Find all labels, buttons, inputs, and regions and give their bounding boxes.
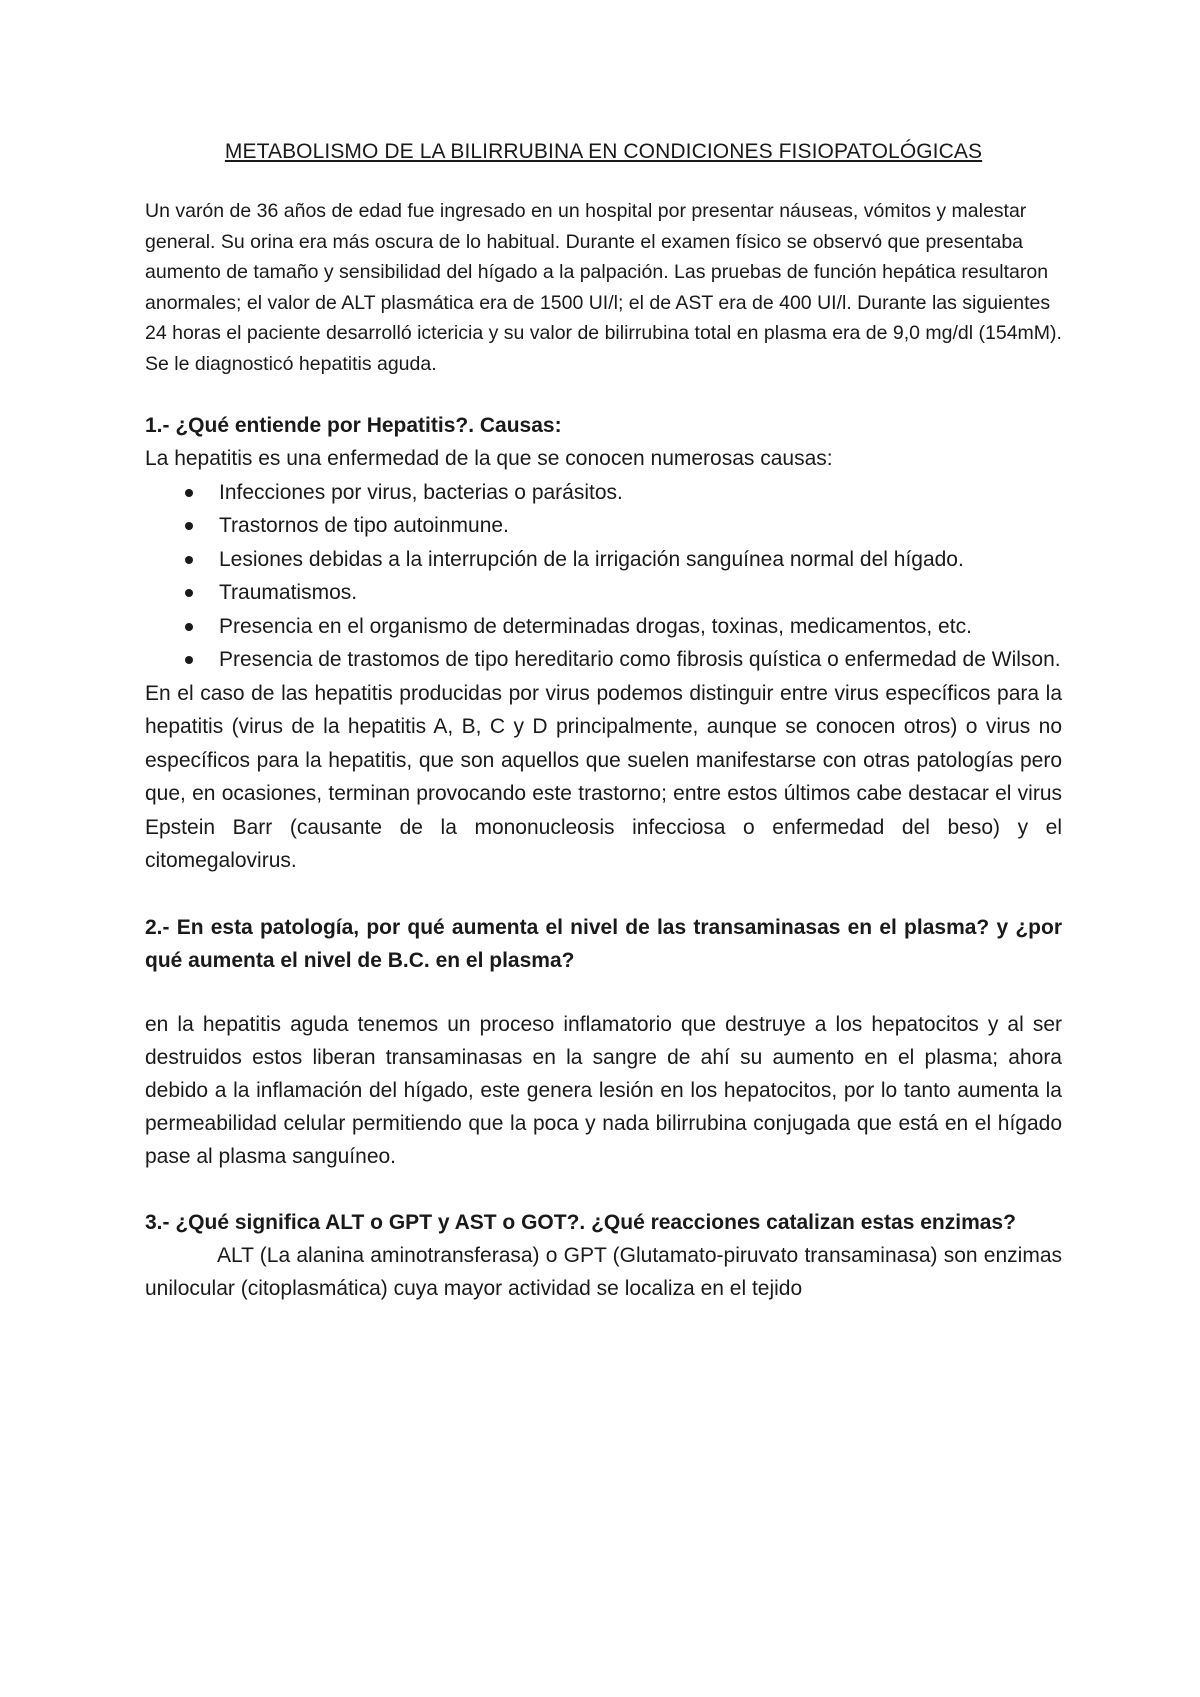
- case-intro-paragraph: Un varón de 36 años de edad fue ingresado en un hospital por presentar náuseas, vómitos y malestar general. Su orina era más oscura de lo habitual. Durante el examen físico se observó que presentaba aumento de tamaño y sensibilidad del hígado a la palpación. Las pruebas de función hepática resultaron anormales; el valor de ALT plasmática era de 1500 UI/l; el de AST era de 400 UI/l. Durante las siguientes 24 horas el paciente desarrolló ictericia y su valor de bilirrubina total en plasma era de 9,0 mg/dl (154mM). Se le diagnosticó hepatitis aguda.: [145, 200, 1062, 375]
- list-item: [219, 610, 1062, 644]
- list-item: [219, 509, 1062, 543]
- cause-text: Lesiones debidas a la interrupción de la irrigación sanguínea normal del hígado.: [219, 547, 964, 571]
- document-page: [145, 140, 1062, 1306]
- list-item: [219, 643, 1062, 677]
- question-1-closing: En el caso de las hepatitis producidas por virus podemos distinguir entre virus específicos para la hepatitis (virus de la hepatitis A, B, C y D principalmente, aunque se conocen otros) o virus no específicos para la hepatitis, que son aquellos que suelen manifestarse con otras patologías pero que, en ocasiones, terminan provocando este trastorno; entre estos últimos cabe destacar el virus Epstein Barr (causante de la mononucleosis infecciosa o enfermedad del beso) y el citomegalovirus.: [145, 681, 1062, 872]
- section-spacer: [145, 878, 1062, 911]
- question-2-heading: 2.- En esta patología, por qué aumenta el nivel de las transaminasas en el plasma? y ¿por qué aumenta el nivel de B.C. en el plasma?: [145, 915, 1062, 972]
- cause-text: Infecciones por virus, bacterias o parásitos.: [219, 480, 623, 504]
- question-1-lead: La hepatitis es una enfermedad de la que se conocen numerosas causas:: [145, 447, 833, 470]
- bullet-icon: [185, 589, 193, 597]
- question-3-answer: ALT (La alanina aminotransferasa) o GPT (Glutamato-piruvato transaminasa) son enzimas unilocular (citoplasmática) cuya mayor actividad se localiza en el tejido: [145, 1243, 1062, 1300]
- bullet-icon: [185, 489, 193, 497]
- cause-text: Presencia en el organismo de determinadas drogas, toxinas, medicamentos, etc.: [219, 614, 972, 638]
- bullet-icon: [185, 623, 193, 631]
- document-title: METABOLISMO DE LA BILIRRUBINA EN CONDICIONES FISIOPATOLÓGICAS: [224, 140, 983, 163]
- list-item: [219, 543, 1062, 577]
- bullet-icon: [185, 556, 193, 564]
- list-item: [219, 576, 1062, 610]
- question-3-heading: 3.- ¿Qué significa ALT o GPT y AST o GOT?. ¿Qué reacciones catalizan estas enzimas?: [145, 1210, 1016, 1234]
- cause-text: Traumatismos.: [219, 581, 358, 604]
- section-spacer: [145, 1173, 1062, 1206]
- causes-list: [145, 476, 1062, 677]
- question-1-heading: 1.- ¿Qué entiende por Hepatitis?. Causas:: [145, 414, 562, 437]
- section-spacer: [145, 977, 1062, 1008]
- bullet-icon: [185, 656, 193, 664]
- question-2-answer: en la hepatitis aguda tenemos un proceso inflamatorio que destruye a los hepatocitos y al ser destruidos estos liberan transaminasas en la sangre de ahí su aumento en el plasma; ahora debido a la inflamación del hígado, este genera lesión en los hepatocitos, por lo tanto aumenta la permeabilidad celular permitiendo que la poca y nada bilirrubina conjugada que está en el hígado pase al plasma sanguíneo.: [145, 1012, 1062, 1168]
- cause-text: Presencia de trastomos de tipo hereditario como fibrosis quística o enfermedad de Wilson.: [219, 648, 1061, 671]
- bullet-icon: [185, 522, 193, 530]
- cause-text: Trastornos de tipo autoinmune.: [219, 514, 509, 537]
- list-item: [219, 476, 1062, 510]
